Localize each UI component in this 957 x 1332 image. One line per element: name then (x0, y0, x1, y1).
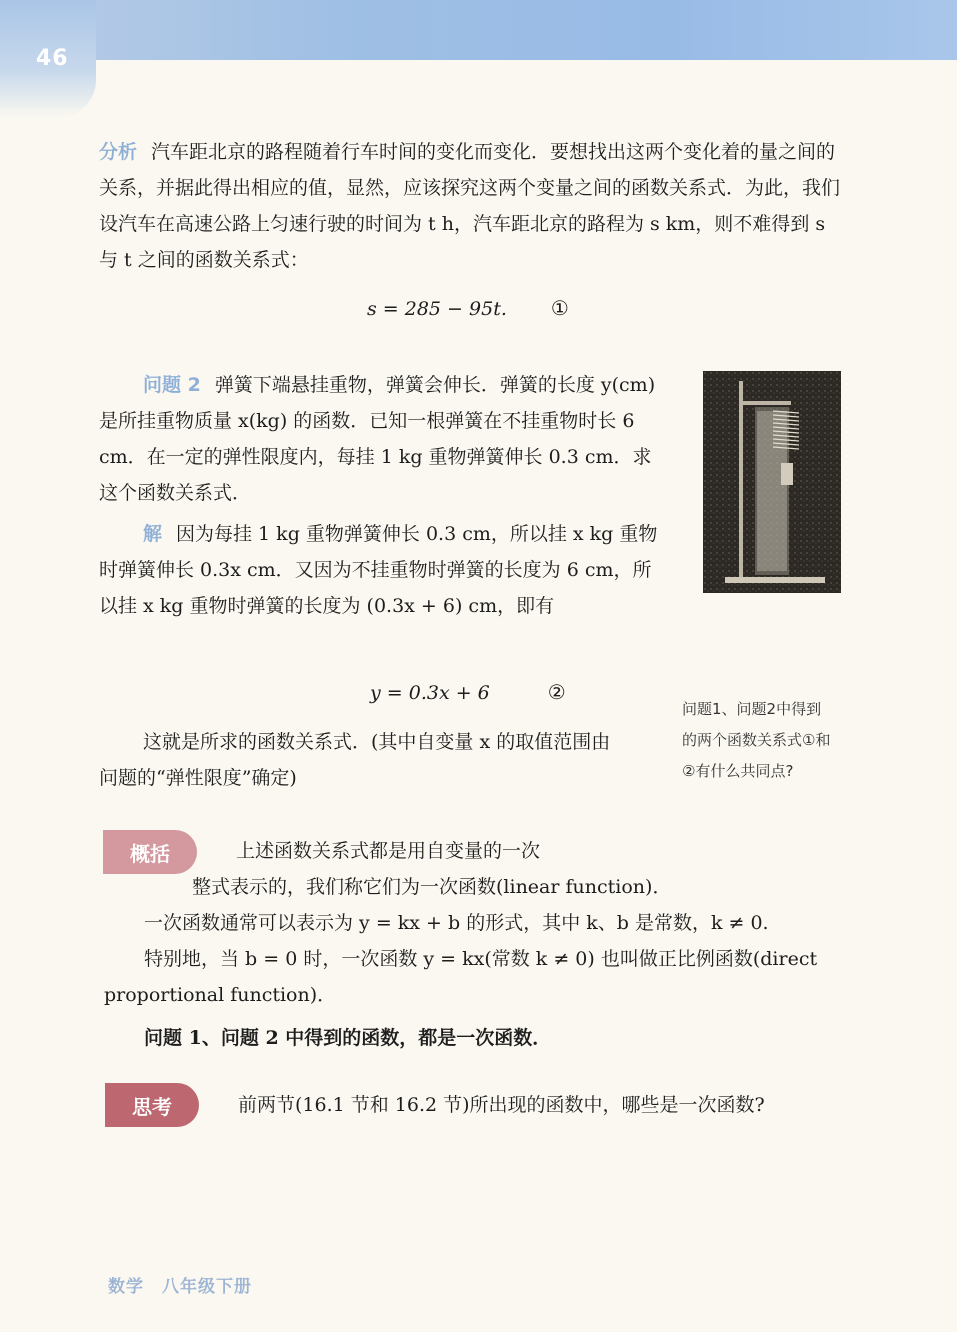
solution-paragraph (99, 516, 667, 624)
formula-2-number: ② (547, 680, 566, 704)
problem-2-label: 问题 2 (143, 374, 201, 396)
footer: 数学 八年级下册 (108, 1277, 252, 1297)
formula-2 (370, 680, 566, 704)
summary-line-3: 一次函数通常可以表示为 y = kx + b 的形式，其中 k、b 是常数，k ≠ 0. (144, 912, 769, 934)
page-number: 46 (36, 46, 69, 71)
problem-2-paragraph (99, 367, 667, 511)
summary-line-1: 上述函数关系式都是用自变量的一次 (236, 840, 541, 862)
formula-2-expr: y = 0.3x + 6 (370, 682, 490, 704)
think-tag: 思考 (105, 1083, 199, 1127)
summary-line-4: 特别地，当 b = 0 时，一次函数 y = kx(常数 k ≠ 0) 也叫做正比例函数(direct proportional function)． (104, 948, 818, 1006)
analysis-label: 分析 (99, 141, 138, 163)
formula-1-expr: s = 285 − 95t. (367, 298, 507, 320)
summary-tag: 概括 (103, 830, 197, 874)
header-band (0, 0, 957, 60)
spring-scale-photo (703, 371, 841, 593)
spring-illustration (703, 371, 841, 593)
problem-2-text: 弹簧下端悬挂重物，弹簧会伸长．弹簧的长度 y(cm) 是所挂重物质量 x(kg) 的函数．已知一根弹簧在不挂重物时长 6 cm．在一定的弹性限度内，每挂 1 kg 重物弹簧伸长 0.3 cm．求这个函数关系式． (99, 374, 656, 504)
solution-text: 因为每挂 1 kg 重物弹簧伸长 0.3 cm，所以挂 x kg 重物时弹簧伸长 0.3x cm．又因为不挂重物时弹簧的长度为 6 cm，所以挂 x kg 重物时弹簧的长度为 (0.3x + 6) cm，即有 (99, 523, 658, 617)
think-text: 前两节(16.1 节和 16.2 节)所出现的函数中，哪些是一次函数? (238, 1094, 765, 1116)
summary-line-5: 问题 1、问题 2 中得到的函数，都是一次函数． (144, 1027, 552, 1049)
analysis-text: 汽车距北京的路程随着行车时间的变化而变化．要想找出这两个变化着的量之间的关系，并据此得出相应的值，显然，应该探究这两个变量之间的函数关系式．为此，我们设汽车在高速公路上匀速行驶的时间为 t h，汽车距北京的路程为 s km，则不难得到 s 与 t 之间的函数关系式： (99, 141, 841, 271)
side-note: 问题1、问题2中得到的两个函数关系式①和②有什么共同点? (682, 700, 831, 780)
analysis-paragraph (99, 134, 841, 278)
summary-line-2: 整式表示的，我们称它们为一次函数(linear function)． (192, 876, 672, 898)
formula-1 (367, 296, 569, 320)
conclusion-paragraph: 这就是所求的函数关系式．(其中自变量 x 的取值范围由问题的“弹性限度”确定) (99, 731, 611, 789)
formula-1-number: ① (550, 296, 569, 320)
solution-label: 解 (143, 523, 163, 545)
